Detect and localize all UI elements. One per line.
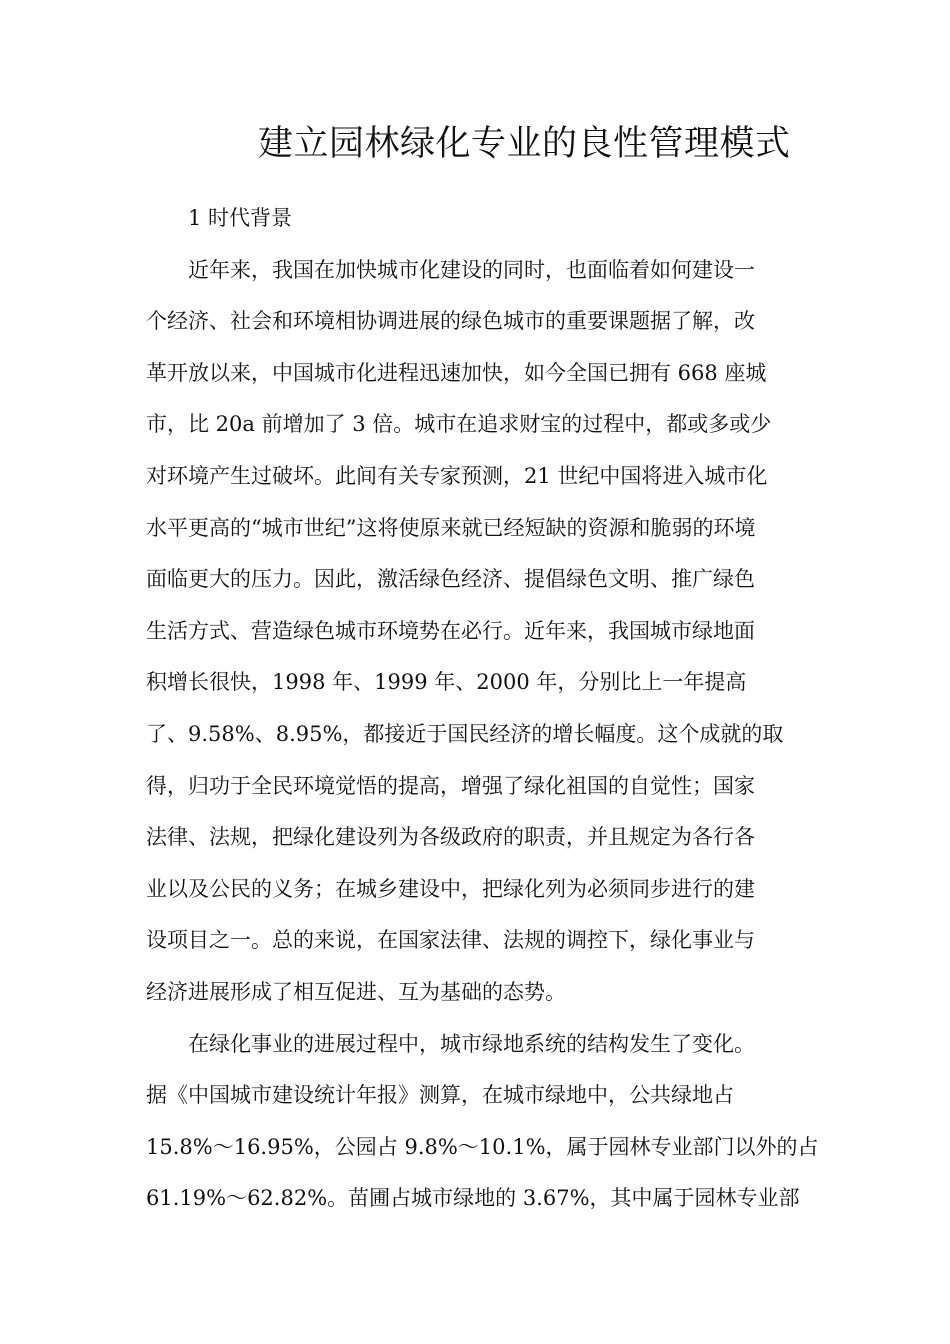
document-title: 建立园林绿化专业的良性管理模式 bbox=[258, 124, 791, 164]
paragraph-line: 革开放以来，中国城市化进程迅速加快，如今全国已拥有 668 座城 bbox=[146, 360, 767, 385]
paragraph-line: 水平更高的“城市世纪”这将使原来就已经短缺的资源和脆弱的环境 bbox=[146, 515, 756, 540]
paragraph-line: 了、9.58%、8.95%，都接近于国民经济的增长幅度。这个成就的取 bbox=[146, 721, 784, 746]
paragraph-line: 对环境产生过破坏。此间有关专家预测，21 世纪中国将进入城市化 bbox=[146, 463, 768, 488]
paragraph-line: 市，比 20a 前增加了 3 倍。城市在追求财宝的过程中，都或多或少 bbox=[146, 412, 772, 437]
paragraph-line: 近年来，我国在加快城市化建设的同时，也面临着如何建设一 bbox=[188, 257, 755, 282]
paragraph-line: 设项目之一。总的来说，在国家法律、法规的调控下，绿化事业与 bbox=[146, 928, 755, 953]
paragraph-line: 据《中国城市建设统计年报》测算，在城市绿地中，公共绿地占 bbox=[146, 1083, 734, 1108]
paragraph-line: 得，归功于全民环境觉悟的提高，增强了绿化祖国的自觉性；国家 bbox=[146, 773, 755, 798]
paragraph-line: 在绿化事业的进展过程中，城市绿地系统的结构发生了变化。 bbox=[188, 1031, 755, 1056]
paragraph-line: 面临更大的压力。因此，激活绿色经济、提倡绿色文明、推广绿色 bbox=[146, 567, 755, 592]
paragraph-1 bbox=[146, 245, 806, 1019]
paragraph-line: 积增长很快，1998 年、1999 年、2000 年，分别比上一年提高 bbox=[146, 670, 747, 695]
paragraph-line: 15.8%～16.95%，公园占 9.8%～10.1%，属于园林专业部门以外的占 bbox=[146, 1134, 819, 1159]
paragraph-line: 经济进展形成了相互促进、互为基础的态势。 bbox=[146, 979, 566, 1004]
paragraph-line: 法律、法规，把绿化建设列为各级政府的职责，并且规定为各行各 bbox=[146, 825, 755, 850]
paragraph-line: 生活方式、营造绿色城市环境势在必行。近年来，我国城市绿地面 bbox=[146, 618, 755, 643]
section-heading: 1 时代背景 bbox=[188, 206, 293, 230]
paragraph-line: 个经济、社会和环境相协调进展的绿色城市的重要课题据了解，改 bbox=[146, 309, 755, 334]
paragraph-line: 业以及公民的义务；在城乡建设中，把绿化列为必须同步进行的建 bbox=[146, 876, 755, 901]
paragraph-2 bbox=[146, 1019, 819, 1225]
document-body bbox=[146, 193, 819, 1225]
paragraph-line: 61.19%～62.82%。苗圃占城市绿地的 3.67%，其中属于园林专业部 bbox=[146, 1186, 800, 1211]
